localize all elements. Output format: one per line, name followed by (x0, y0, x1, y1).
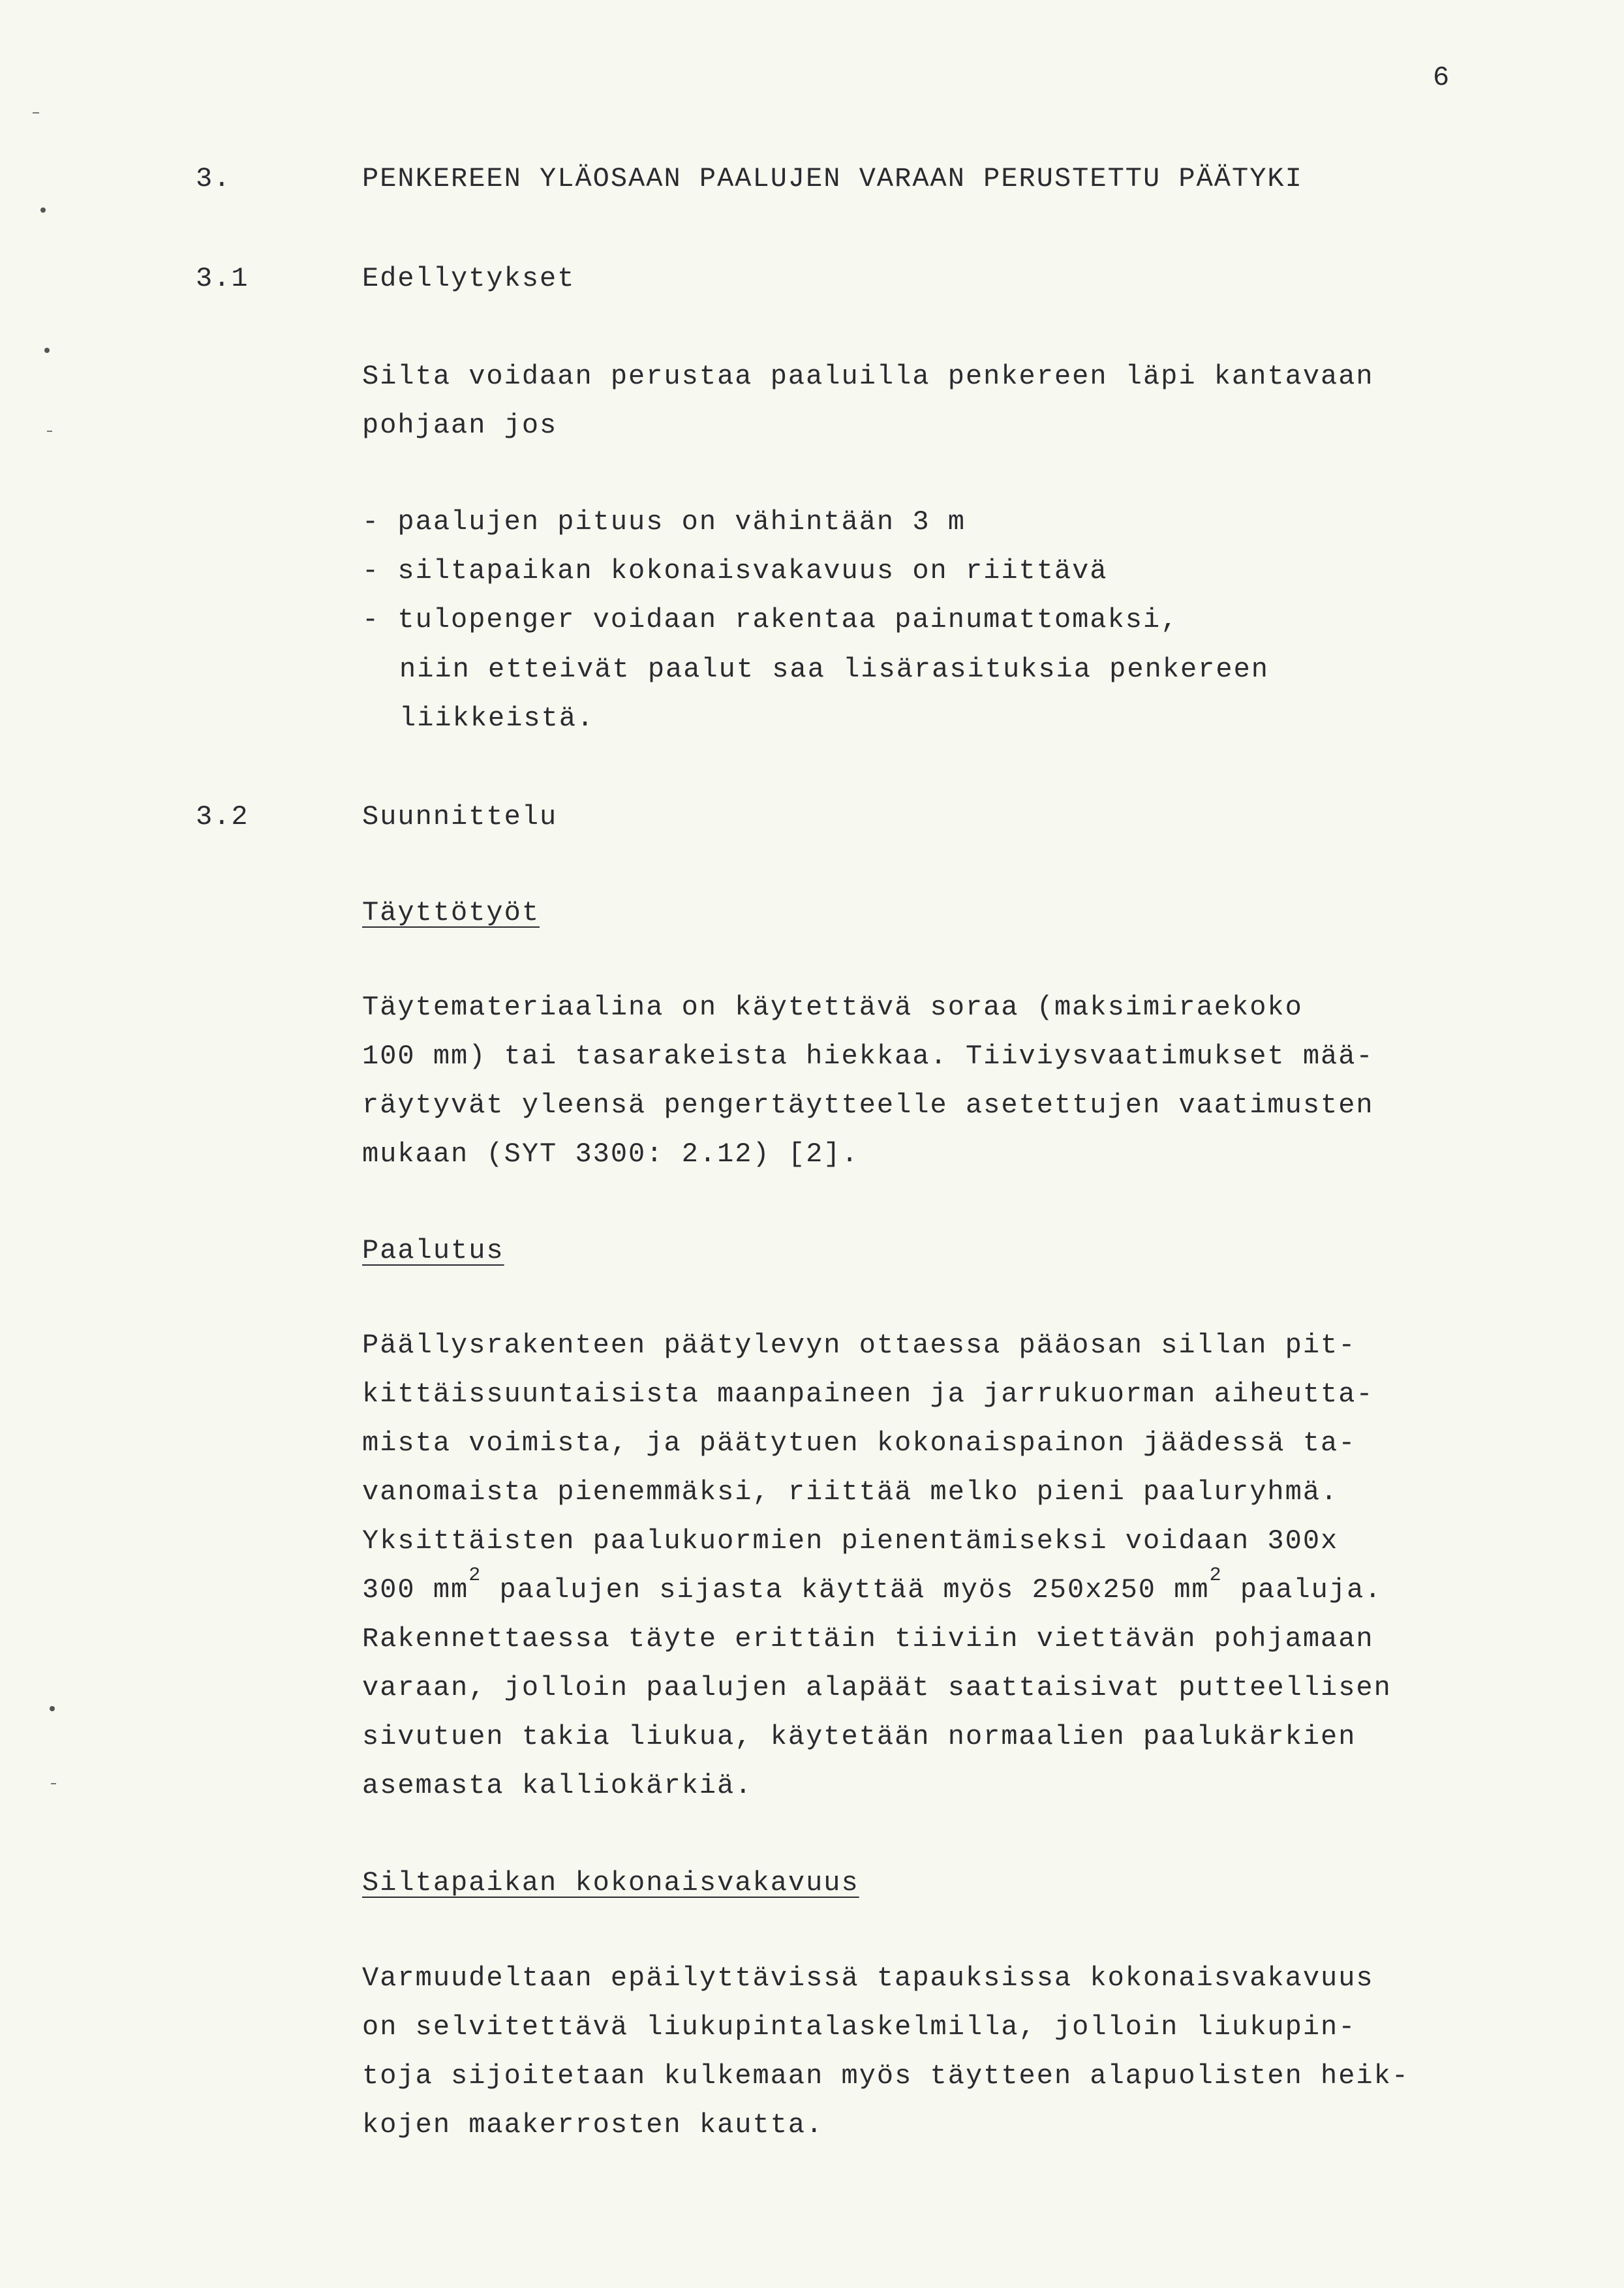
paragraph-line: Täytemateriaalina on käytettävä soraa (maksimiraekoko (362, 992, 1303, 1023)
paragraph-line-with-superscript (362, 1564, 1383, 1606)
superscript: 2 (1209, 1564, 1223, 1587)
margin-mark (40, 207, 46, 213)
paragraph-line: sivutuen takia liukua, käytetään normaalien paalukärkien (362, 1721, 1356, 1752)
list-item-continuation: niin etteivät paalut saa lisärasituksia penkereen (399, 654, 1270, 685)
paragraph-line: asemasta kalliokärkiä. (362, 1770, 753, 1801)
paragraph-line: Silta voidaan perustaa paaluilla penkereen läpi kantavaan (362, 361, 1374, 392)
subsection-title: Edellytykset (362, 263, 575, 294)
margin-mark (44, 348, 50, 353)
paragraph-line: pohjaan jos (362, 410, 558, 441)
subsection-number: 3.1 (196, 263, 249, 294)
subsection-title: Suunnittelu (362, 801, 558, 832)
margin-mark (33, 112, 39, 114)
paragraph-line: Rakennettaessa täyte erittäin tiiviin viettävän pohjamaan (362, 1623, 1374, 1655)
paragraph-line: Päällysrakenteen päätylevyn ottaessa pääosan sillan pit- (362, 1330, 1356, 1361)
text-run: paalujen sijasta käyttää myös 250x250 mm (482, 1574, 1210, 1606)
subheading: Paalutus (362, 1235, 504, 1266)
superscript: 2 (468, 1564, 482, 1587)
subsection-number: 3.2 (196, 801, 249, 832)
text-run: 300 mm (362, 1574, 469, 1606)
paragraph-line: 100 mm) tai tasarakeista hiekkaa. Tiiviysvaatimukset mää- (362, 1041, 1374, 1072)
paragraph-line: kojen maakerrosten kautta. (362, 2109, 824, 2141)
paragraph-line: mista voimista, ja päätytuen kokonaispainon jäädessä ta- (362, 1427, 1356, 1459)
paragraph-line: räytyvät yleensä pengertäytteelle asetettujen vaatimusten (362, 1090, 1374, 1121)
subheading: Täyttötyöt (362, 897, 540, 928)
paragraph-line: kittäissuuntaisista maanpaineen ja jarrukuorman aiheutta- (362, 1379, 1374, 1410)
paragraph-line: Varmuudeltaan epäilyttävissä tapauksissa kokonaisvakavuus (362, 1962, 1374, 1994)
list-item: - tulopenger voidaan rakentaa painumattomaksi, (362, 604, 1179, 635)
paragraph-line: Yksittäisten paalukuormien pienentämiseksi voidaan 300x (362, 1525, 1339, 1557)
paragraph-line: varaan, jolloin paalujen alapäät saattaisivat putteellisen (362, 1672, 1392, 1703)
list-item-continuation: liikkeistä. (399, 703, 595, 734)
margin-mark (51, 1783, 56, 1784)
margin-mark (50, 1706, 55, 1711)
section-title: PENKEREEN YLÄOSAAN PAALUJEN VARAAN PERUSTETTU PÄÄTYKI (362, 163, 1303, 194)
section-number: 3. (196, 163, 232, 194)
paragraph-line: on selvitettävä liukupintalaskelmilla, jolloin liukupin- (362, 2011, 1356, 2043)
list-item: - siltapaikan kokonaisvakavuus on riittävä (362, 555, 1108, 587)
paragraph-line: mukaan (SYT 3300: 2.12) [2]. (362, 1138, 859, 1170)
paragraph-line: vanomaista pienemmäksi, riittää melko pieni paaluryhmä. (362, 1476, 1339, 1508)
subheading: Siltapaikan kokonaisvakavuus (362, 1867, 859, 1899)
margin-mark (47, 431, 52, 432)
paragraph-line: toja sijoitetaan kulkemaan myös täytteen alapuolisten heik- (362, 2060, 1410, 2092)
text-run: paaluja. (1222, 1574, 1383, 1606)
page-number: 6 (1433, 62, 1450, 93)
list-item: - paalujen pituus on vähintään 3 m (362, 506, 966, 538)
